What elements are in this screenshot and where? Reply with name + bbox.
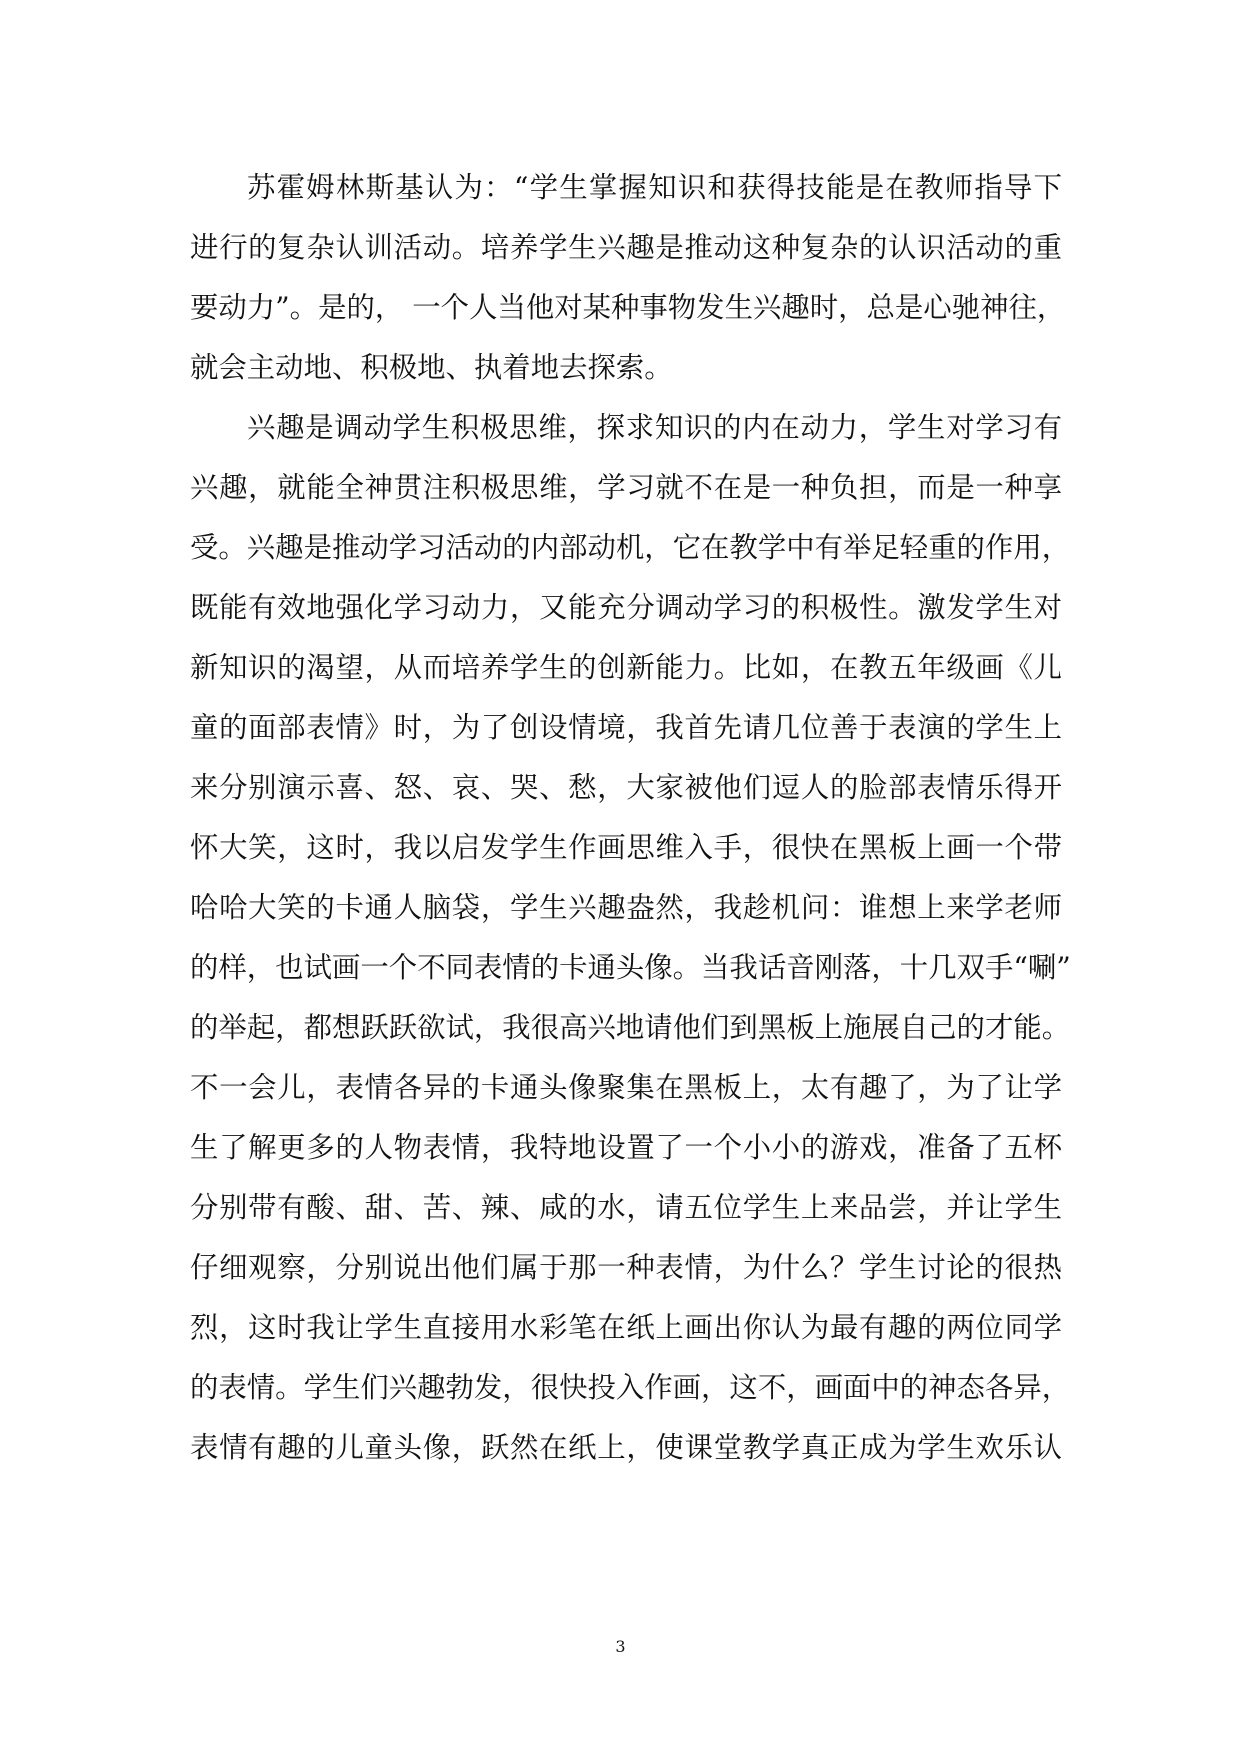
paragraph-2-line-14: 分别带有酸、甜、苦、辣、咸的水，请五位学生上来品尝，并让学生 [190, 1191, 1062, 1224]
paragraph-2-line-7: 来分别演示喜、怒、哀、哭、愁，大家被他们逗人的脸部表情乐得开 [190, 771, 1062, 804]
paragraph-2-line-11: 的举起，都想跃跃欲试，我很高兴地请他们到黑板上施展自己的才能。 [190, 1011, 1071, 1044]
paragraph-2-line-5: 新知识的渴望，从而培养学生的创新能力。比如，在教五年级画《儿 [190, 651, 1062, 684]
paragraph-2-line-10: 的样，也试画一个不同表情的卡通头像。当我话音刚落，十几双手“唰” [190, 951, 1071, 984]
paragraph-2-line-18: 表情有趣的儿童头像，跃然在纸上，使课堂教学真正成为学生欢乐认 [190, 1431, 1062, 1464]
paragraph-1-line-4: 就会主动地、积极地、执着地去探索。 [190, 351, 673, 384]
paragraph-1-line-2: 进行的复杂认训活动。培养学生兴趣是推动这种复杂的认识活动的重 [190, 231, 1062, 264]
paragraph-1-line-1: 苏霍姆林斯基认为：“学生掌握知识和获得技能是在教师指导下 [247, 171, 1062, 204]
paragraph-2-line-1: 兴趣是调动学生积极思维，探求知识的内在动力，学生对学习有 [247, 411, 1062, 444]
paragraph-2-line-4: 既能有效地强化学习动力，又能充分调动学习的积极性。激发学生对 [190, 591, 1062, 624]
paragraph-2-line-13: 生了解更多的人物表情，我特地设置了一个小小的游戏，准备了五杯 [190, 1131, 1062, 1164]
paragraph-2-line-6: 童的面部表情》时，为了创设情境，我首先请几位善于表演的学生上 [190, 711, 1062, 744]
page-number: 3 [615, 1637, 626, 1656]
paragraph-2-line-9: 哈哈大笑的卡通人脑袋，学生兴趣盎然，我趁机问：谁想上来学老师 [190, 891, 1062, 924]
paragraph-2-line-15: 仔细观察，分别说出他们属于那一种表情，为什么？学生讨论的很热 [190, 1251, 1062, 1284]
paragraph-2-line-2: 兴趣，就能全神贯注积极思维，学习就不在是一种负担，而是一种享 [190, 471, 1062, 504]
paragraph-1-line-3: 要动力”。是的， 一个人当他对某种事物发生兴趣时，总是心驰神往， [190, 291, 1066, 324]
paragraph-2-line-3: 受。兴趣是推动学习活动的内部动机，它在教学中有举足轻重的作用， [190, 531, 1071, 564]
paragraph-2-line-12: 不一会儿，表情各异的卡通头像聚集在黑板上，太有趣了，为了让学 [190, 1071, 1062, 1104]
body-text [190, 158, 1071, 1478]
paragraph-2-line-17: 的表情。学生们兴趣勃发，很快投入作画，这不，画面中的神态各异， [190, 1371, 1071, 1404]
paragraph-2-line-16: 烈，这时我让学生直接用水彩笔在纸上画出你认为最有趣的两位同学 [190, 1311, 1062, 1344]
paragraph-2-line-8: 怀大笑，这时，我以启发学生作画思维入手，很快在黑板上画一个带 [190, 831, 1062, 864]
